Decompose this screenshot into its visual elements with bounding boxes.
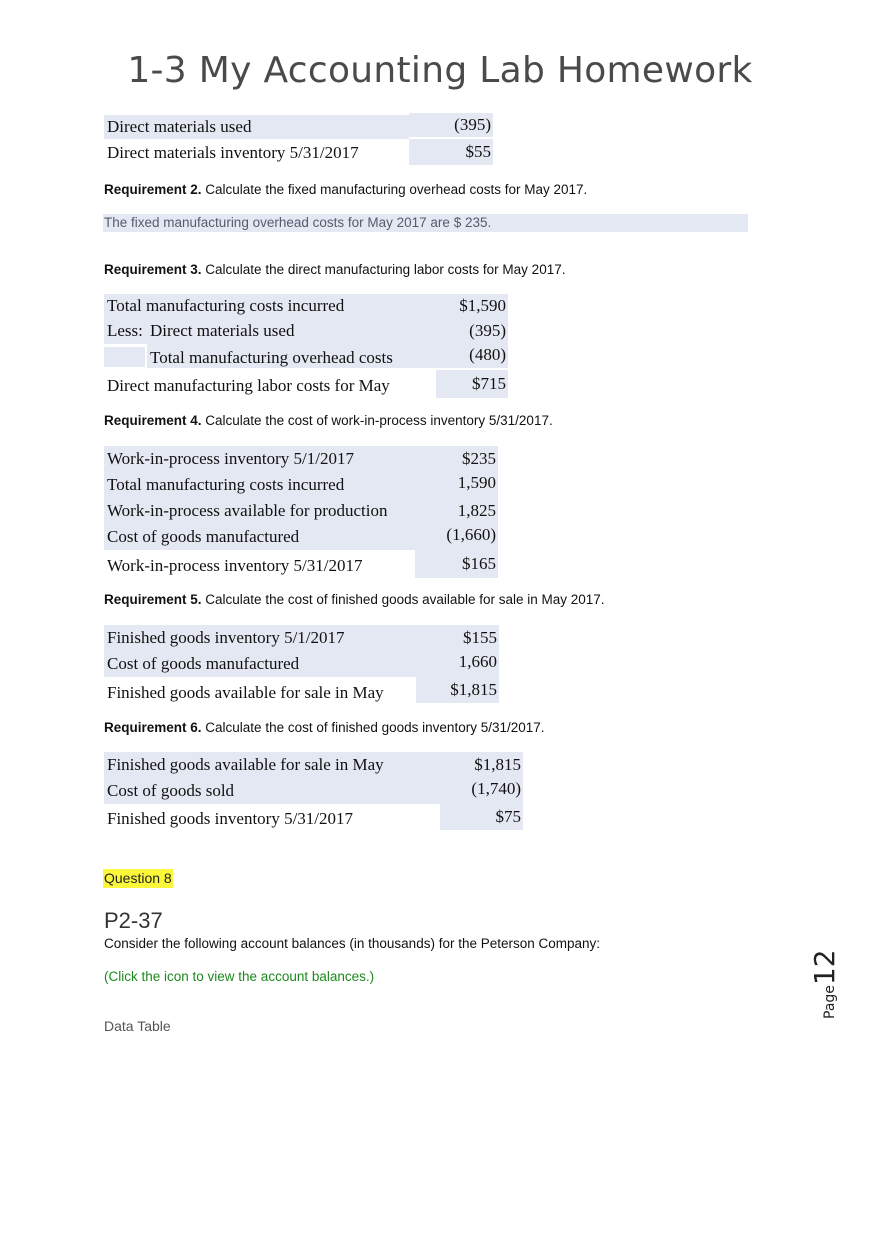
requirement-5 (104, 592, 605, 607)
data-table-label: Data Table (104, 1018, 171, 1034)
table-row (104, 446, 498, 472)
row-value: $165 (415, 550, 498, 578)
row-value: $1,590 (459, 296, 506, 315)
table-row (104, 651, 499, 677)
table-row (104, 139, 493, 165)
row-label: Finished goods available for sale in May (107, 683, 384, 702)
row-value: $75 (440, 804, 523, 830)
problem-id: P2-37 (104, 908, 163, 933)
row-value: 1,825 (457, 501, 496, 520)
row-label: Less: (107, 321, 143, 340)
row-value: $1,815 (474, 755, 521, 774)
page-title: 1-3 My Accounting Lab Homework (127, 50, 753, 91)
table-row (104, 472, 498, 498)
view-balances-link[interactable]: (Click the icon to view the account balances.) (104, 969, 375, 984)
requirement-label: Requirement 5. (104, 592, 202, 607)
row-label: Total manufacturing costs incurred (104, 472, 498, 498)
row-value: $1,815 (416, 677, 499, 703)
problem-description: Consider the following account balances (in thousands) for the Peterson Company: (104, 936, 601, 951)
row-value: (1,660) (446, 525, 496, 544)
row-label: Work-in-process inventory 5/31/2017 (107, 555, 363, 575)
requirement-2 (104, 182, 587, 197)
requirement-3 (104, 262, 565, 277)
row-label: Finished goods inventory 5/31/2017 (107, 808, 354, 828)
row-sublabel: Direct materials used (150, 321, 295, 340)
row-label: Cost of goods manufactured (104, 524, 498, 550)
row-label: Finished goods available for sale in May (104, 752, 523, 778)
requirement-4 (104, 413, 553, 428)
requirement-text: Calculate the cost of finished goods available for sale in May 2017. (201, 592, 605, 607)
finished-goods-available-table (104, 625, 499, 705)
page-number (808, 938, 848, 1020)
row-value: (395) (469, 321, 506, 340)
row-label: Direct materials used (104, 115, 409, 139)
row-label: Total manufacturing costs incurred (104, 294, 508, 318)
row-label: Total manufacturing overhead costs (147, 344, 508, 368)
table-row (104, 677, 499, 705)
question-badge: Question 8 (104, 870, 172, 886)
row-value: $155 (463, 628, 497, 647)
requirement-2-answer: The fixed manufacturing overhead costs for May 2017 are $ 235. (103, 214, 748, 232)
row-value: (480) (469, 345, 506, 364)
row-value: $715 (436, 370, 508, 398)
requirement-text: Calculate the direct manufacturing labor costs for May 2017. (201, 262, 566, 277)
row-label: Work-in-process available for production (104, 498, 498, 524)
labor-cost-table (104, 294, 508, 398)
row-label: Work-in-process inventory 5/1/2017 (104, 446, 498, 472)
requirement-text: Calculate the cost of finished goods inventory 5/31/2017. (201, 720, 545, 735)
inventory-table (104, 113, 493, 165)
table-row (104, 625, 499, 651)
table-row (104, 113, 493, 139)
table-row (104, 550, 498, 578)
row-value: (395) (409, 113, 493, 137)
table-row (104, 294, 508, 318)
finished-goods-inventory-table (104, 752, 523, 830)
requirement-6 (104, 720, 545, 735)
table-row (104, 752, 523, 778)
table-row (104, 524, 498, 550)
wip-inventory-table (104, 446, 498, 578)
row-label: Direct materials inventory 5/31/2017 (107, 143, 359, 162)
table-row (104, 318, 508, 344)
page-number-value: 12 (808, 949, 841, 986)
row-value: $55 (409, 139, 493, 165)
table-row (104, 804, 523, 830)
page-word: Page (822, 985, 838, 1019)
requirement-label: Requirement 3. (104, 262, 202, 277)
row-label: Direct manufacturing labor costs for May (107, 375, 390, 395)
table-row (104, 778, 523, 804)
row-label: Cost of goods sold (104, 778, 523, 804)
row-label: Finished goods inventory 5/1/2017 (104, 625, 499, 651)
table-row (104, 498, 498, 524)
table-row (104, 370, 508, 398)
requirement-label: Requirement 6. (104, 720, 202, 735)
row-value: (1,740) (471, 779, 521, 798)
requirement-text: Calculate the cost of work-in-process inventory 5/31/2017. (201, 413, 553, 428)
row-value: $235 (462, 449, 496, 468)
row-value: 1,590 (457, 473, 496, 492)
requirement-text: Calculate the fixed manufacturing overhead costs for May 2017. (201, 182, 588, 197)
table-row (104, 344, 508, 370)
requirement-label: Requirement 2. (104, 182, 202, 197)
row-value: 1,660 (458, 652, 497, 671)
requirement-label: Requirement 4. (104, 413, 202, 428)
row-label: Cost of goods manufactured (104, 651, 499, 677)
